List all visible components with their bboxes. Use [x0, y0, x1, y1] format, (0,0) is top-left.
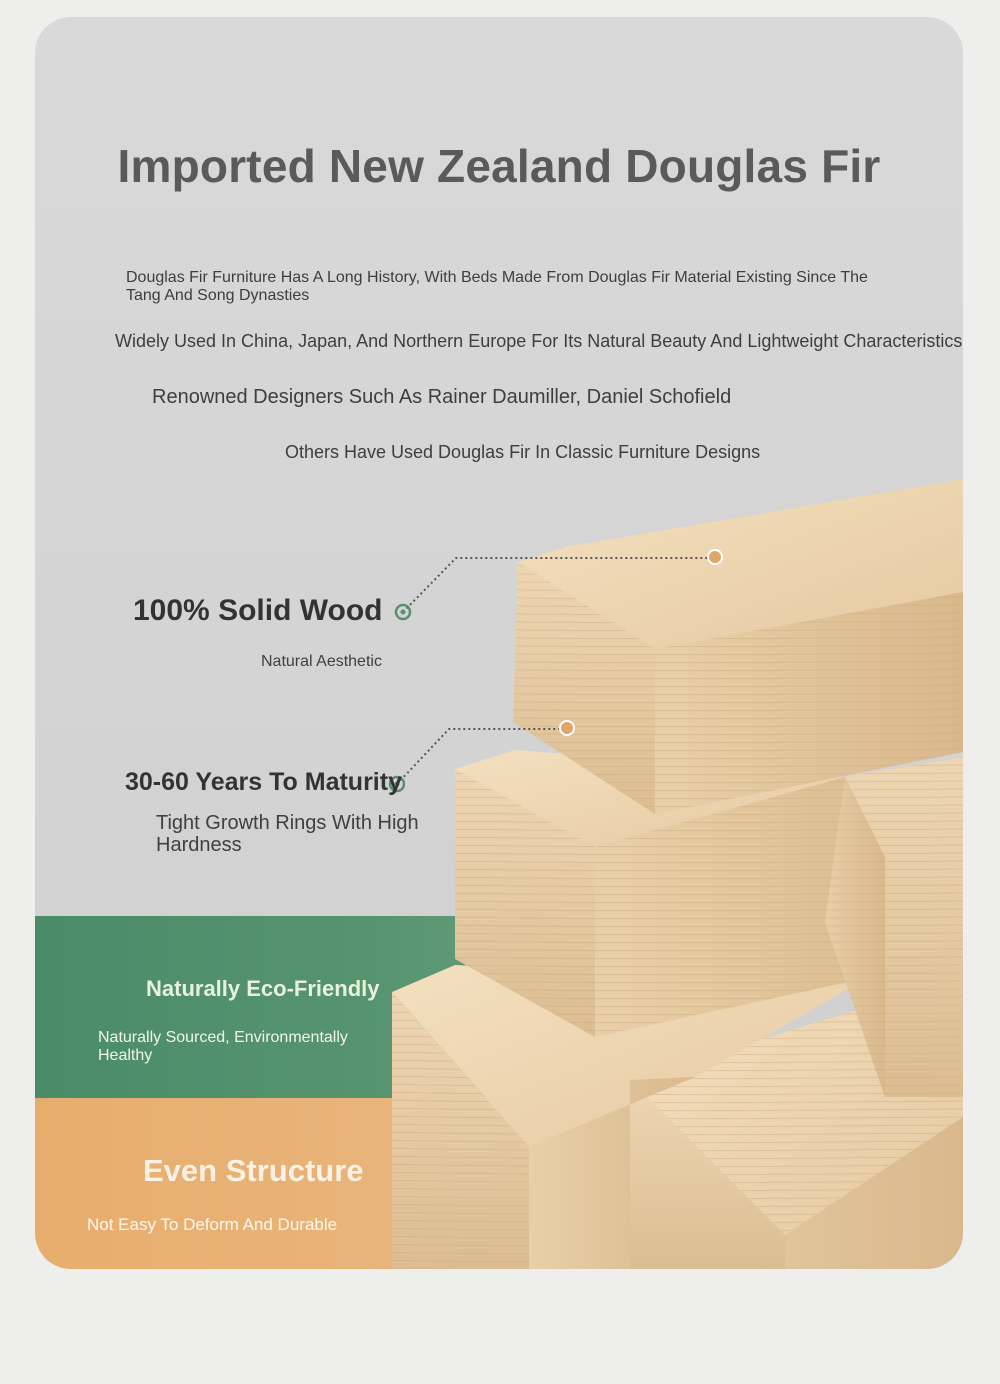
- wood-beams-illustration: [35, 17, 963, 1269]
- feature-maturity-title: 30-60 Years To Maturity: [125, 768, 402, 796]
- eco-subtitle: Naturally Sourced, Environmentally Healthy: [98, 1029, 348, 1064]
- intro-usage: Widely Used In China, Japan, And Northern Europe For Its Natural Beauty And Lightweight Characteristics: [115, 331, 963, 351]
- feature-solid-wood-subtitle: Natural Aesthetic: [261, 653, 382, 670]
- intro-history: Douglas Fir Furniture Has A Long History, With Beds Made From Douglas Fir Material Existing Since The Tang And Song Dynasties: [126, 269, 868, 304]
- feature-maturity-subtitle: Tight Growth Rings With High Hardness: [156, 812, 419, 856]
- intro-designers: Renowned Designers Such As Rainer Daumiller, Daniel Schofield: [152, 386, 732, 408]
- intro-classic: Others Have Used Douglas Fir In Classic Furniture Designs: [285, 442, 761, 462]
- structure-subtitle: Not Easy To Deform And Durable: [87, 1215, 338, 1234]
- content-card: [35, 17, 963, 1269]
- beam-top: [513, 479, 963, 814]
- eco-title: Naturally Eco-Friendly: [146, 976, 380, 1001]
- page-title: Imported New Zealand Douglas Fir: [117, 140, 881, 192]
- feature-solid-wood-title: 100% Solid Wood: [133, 594, 383, 627]
- structure-title: Even Structure: [143, 1153, 364, 1188]
